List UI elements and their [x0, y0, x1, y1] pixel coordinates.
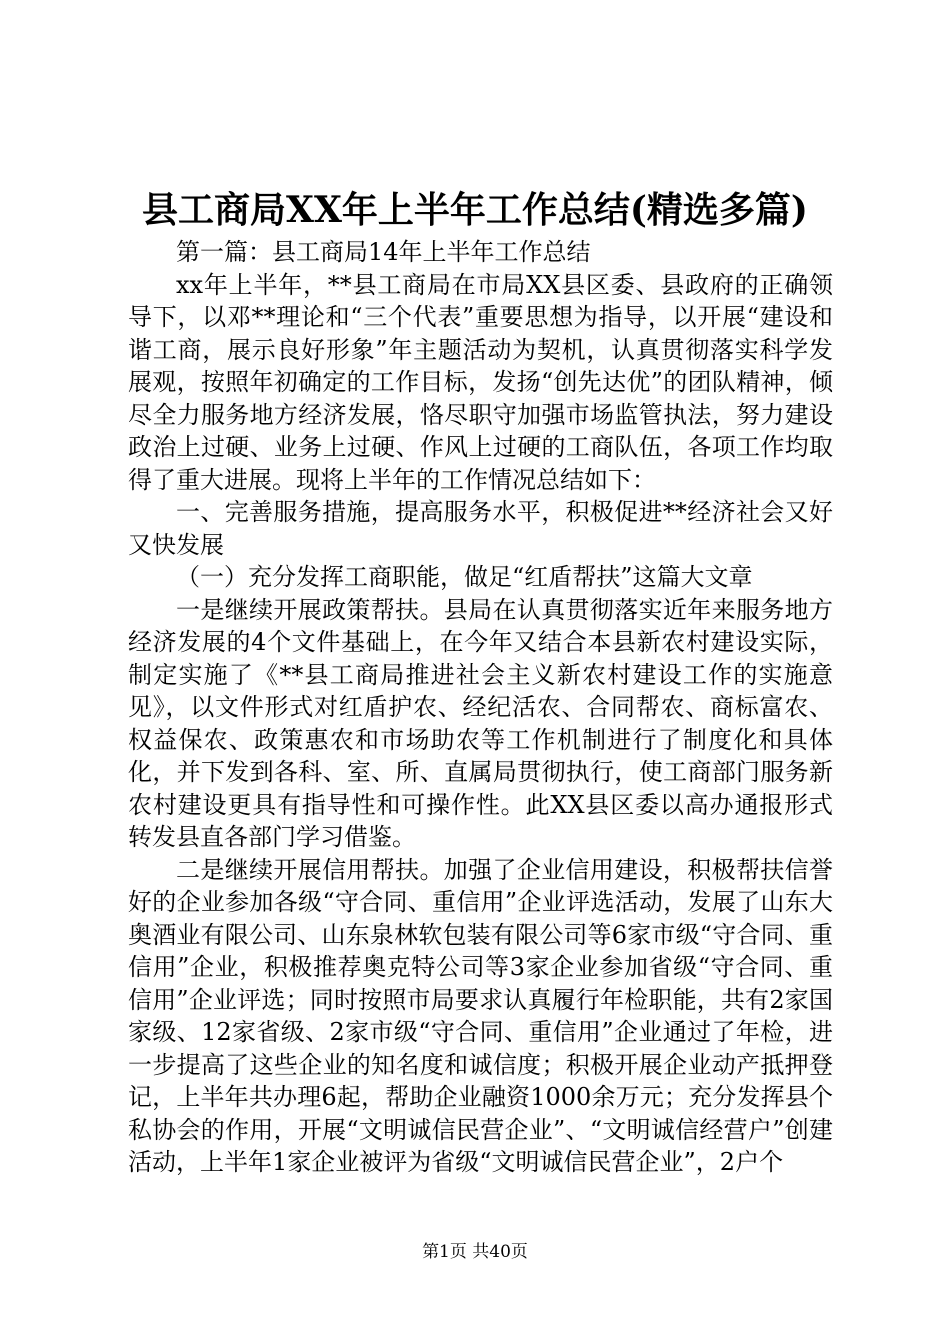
paragraph-credit-support: 二是继续开展信用帮扶。加强了企业信用建设，积极帮扶信誉好的企业参加各级“守合同、重信用”企业评选活动，发展了山东大奥酒业有限公司、山东泉林软包装有限公司等6家市级“守合同、重信用”企业，积极推荐奥克特公司等3家企业参加省级“守合同、重信用”企业评选；同时按照市局要求认真履行年检职能，共有2家国家级、12家省级、2家市级“守合同、重信用”企业通过了年检，进一步提高了这些企业的知名度和诚信度；积极开展企业动产抵押登记，上半年共办理6起，帮助企业融资1000余万元；充分发挥县个私协会的作用，开展“文明诚信民营企业”、“文明诚信经营户”创建活动，上半年1家企业被评为省级“文明诚信民营企业”，2户个: [128, 855, 833, 1176]
page-number-footer: 第1页 共40页: [422, 1242, 528, 1262]
section-heading-one: 一、完善服务措施，提高服务水平，积极促进**经济社会又好又快发展: [128, 498, 833, 559]
paragraph-intro: xx年上半年，**县工商局在市局XX县区委、县政府的正确领导下，以邓**理论和“三个代表”重要思想为指导，以开展“建设和谐工商，展示良好形象”年主题活动为契机，认真贯彻落实科学发展观，按照年初确定的工作目标，发扬“创先达优”的团队精神，倾尽全力服务地方经济发展，恪尽职守加强市场监管执法，努力建设政治上过硬、业务上过硬、作风上过硬的工商队伍，各项工作均取得了重大进展。现将上半年的工作情况总结如下：: [128, 270, 833, 494]
subsection-heading-one: （一）充分发挥工商职能，做足“红盾帮扶”这篇大文章: [176, 563, 753, 591]
paragraph-policy-support: 一是继续开展政策帮扶。县局在认真贯彻落实近年来服务地方经济发展的4个文件基础上，在今年又结合本县新农村建设实际，制定实施了《**县工商局推进社会主义新农村建设工作的实施意见》，以文件形式对红盾护农、经纪活农、合同帮农、商标富农、权益保农、政策惠农和市场助农等工作机制进行了制度化和具体化，并下发到各科、室、所、直属局贯彻执行，使工商部门服务新农村建设更具有指导性和可操作性。此XX县区委以高办通报形式转发县直各部门学习借鉴。: [128, 595, 833, 851]
section-heading-part-one: 第一篇：县工商局14年上半年工作总结: [176, 238, 591, 266]
document-body: [128, 236, 833, 1179]
document-title: 县工商局XX年上半年工作总结(精选多篇): [142, 189, 808, 231]
